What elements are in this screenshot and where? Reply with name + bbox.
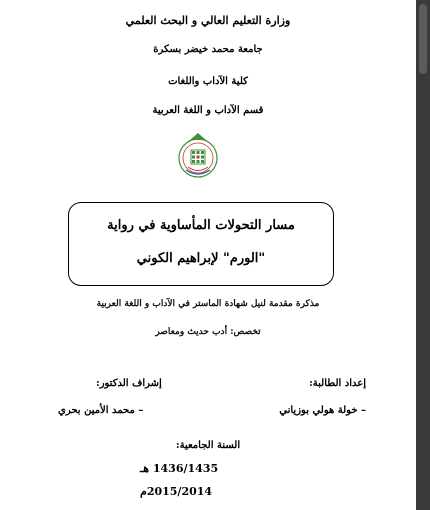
scrollbar-thumb[interactable] [419,4,427,74]
faculty-heading: كلية الآداب واللغات [168,76,248,87]
department-heading: قسم الآداب و اللغة العربية [152,105,264,116]
thesis-title-line1: مسار التحولات المأساوية في رواية [107,218,295,233]
specialization: تخصص: أدب حديث ومعاصر [155,327,261,337]
memo-description: مذكرة مقدمة لنيل شهادة الماستر في الآداب و اللغة العربية [96,299,320,309]
supervisor-name: – محمد الأمين بحري [58,405,144,416]
hijri-year: 1436/1435 هـ [140,462,219,475]
supervision-label: إشراف الدكتور: [96,378,162,389]
viewer-scrollbar[interactable] [416,0,430,510]
ministry-heading: وزارة التعليم العالي و البحث العلمي [125,14,291,27]
academic-year-label: السنة الجامعية: [175,440,241,451]
thesis-title-box [68,202,334,286]
prepared-by-label: إعداد الطالبة: [309,378,366,389]
gregorian-year: 2015/2014م [140,485,213,498]
thesis-title-line2: "الورم" لإبراهيم الكوني [136,251,266,266]
university-logo [177,130,219,182]
university-heading: جامعة محمد خيضر بسكرة [153,44,263,55]
student-name: – خولة هولي بوزياني [279,405,366,416]
